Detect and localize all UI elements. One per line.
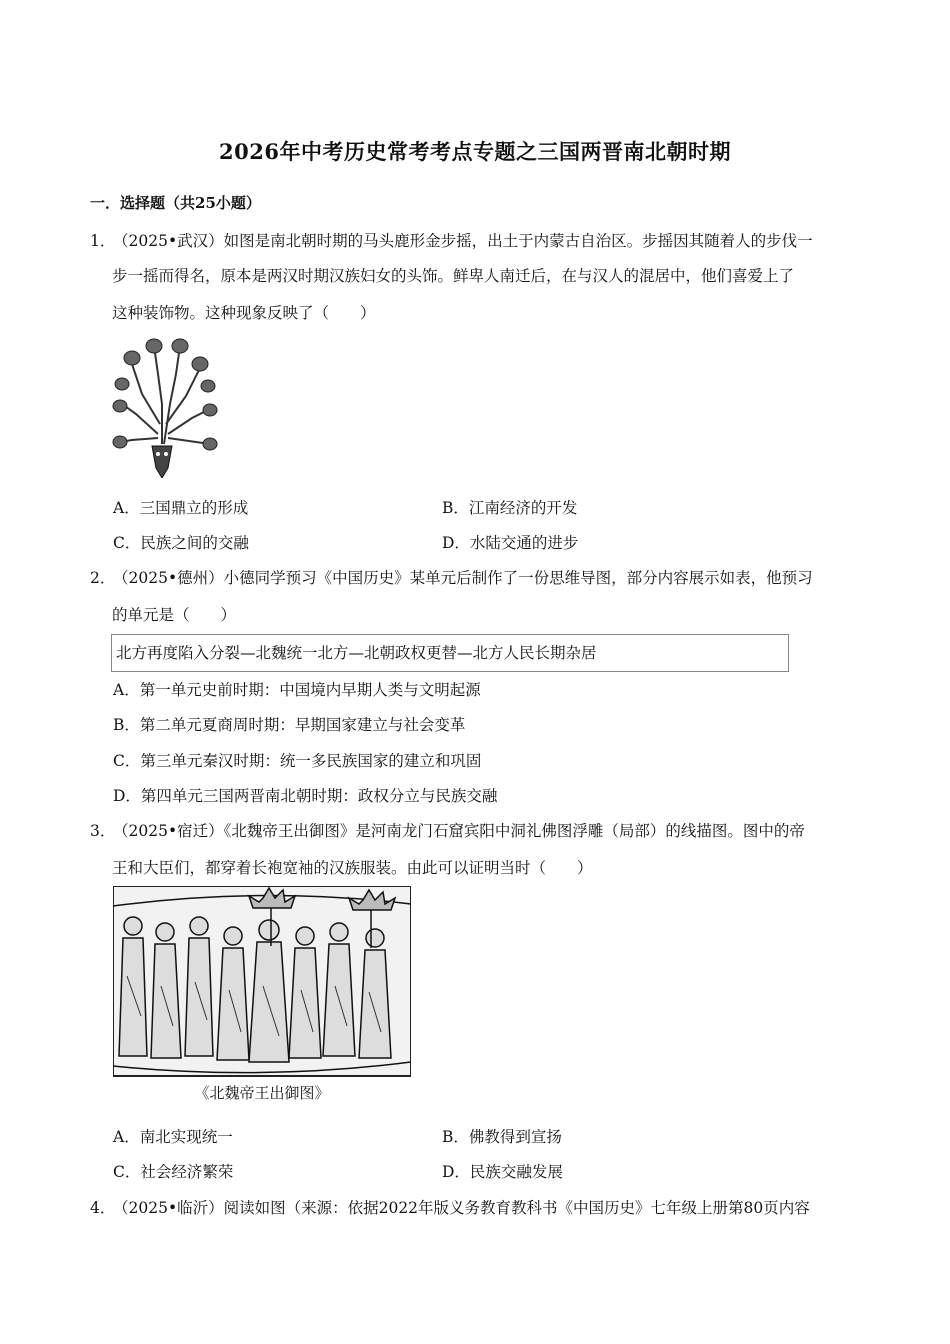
question-3-option-d[interactable]: D．民族交融发展 [442,1163,563,1181]
question-2-line-2: 的单元是（ ） [112,606,237,624]
question-1-number: 1． [90,232,116,250]
question-3-option-b[interactable]: B．佛教得到宣扬 [442,1128,562,1146]
question-1-line-1: （2025•武汉）如图是南北朝时期的马头鹿形金步摇，出土于内蒙古自治区。步摇因其随着人的步伐一 [113,232,813,250]
question-2-option-c[interactable]: C．第三单元秦汉时期：统一多民族国家的建立和巩固 [113,752,482,770]
question-1-option-d[interactable]: D．水陆交通的进步 [442,534,579,552]
section-heading: 一．选择题（共25小题） [90,194,261,212]
question-2-line-1: （2025•德州）小德同学预习《中国历史》某单元后制作了一份思维导图，部分内容展示如表，他预习 [113,569,813,587]
question-3-number: 3． [90,822,116,840]
question-1-line-3: 这种装饰物。这种现象反映了（ ） [112,304,376,322]
northern-wei-emperor-procession-figure [113,886,411,1108]
question-4-number: 4． [90,1199,116,1217]
page-title: 2026年中考历史常考考点专题之三国两晋南北朝时期 [219,139,731,164]
question-2-option-d[interactable]: D．第四单元三国两晋南北朝时期：政权分立与民族交融 [113,787,498,805]
question-1-line-2: 步一摇而得名，原本是两汉时期汉族妇女的头饰。鲜卑人南迁后，在与汉人的混居中，他们喜爱上了 [112,267,795,285]
question-3-line-2: 王和大臣们，都穿着长袍宽袖的汉族服装。由此可以证明当时（ ） [112,859,593,877]
question-3-option-c[interactable]: C．社会经济繁荣 [113,1163,234,1181]
question-1-option-b[interactable]: B．江南经济的开发 [442,499,578,517]
question-2-option-b[interactable]: B．第二单元夏商周时期：早期国家建立与社会变革 [113,716,466,734]
question-1-option-a[interactable]: A．三国鼎立的形成 [113,499,249,517]
question-2-option-a[interactable]: A．第一单元史前时期：中国境内早期人类与文明起源 [113,681,481,699]
question-1-option-c[interactable]: C．民族之间的交融 [113,534,249,552]
gold-buyao-headdress-figure [112,334,220,478]
question-4-line-1: （2025•临沂）阅读如图（来源：依据2022年版义务教育教科书《中国历史》七年级上册第80页内容 [113,1199,810,1217]
question-3-option-a[interactable]: A．南北实现统一 [113,1128,233,1146]
question-3-line-1: （2025•宿迁）《北魏帝王出御图》是河南龙门石窟宾阳中洞礼佛图浮雕（局部）的线描图。图中的帝 [113,822,805,840]
mind-map-box: 北方再度陷入分裂—北魏统一北方—北朝政权更替—北方人民长期杂居 [111,634,789,672]
question-2-number: 2． [90,569,116,587]
figure-caption: 《北魏帝王出御图》 [194,1084,330,1102]
